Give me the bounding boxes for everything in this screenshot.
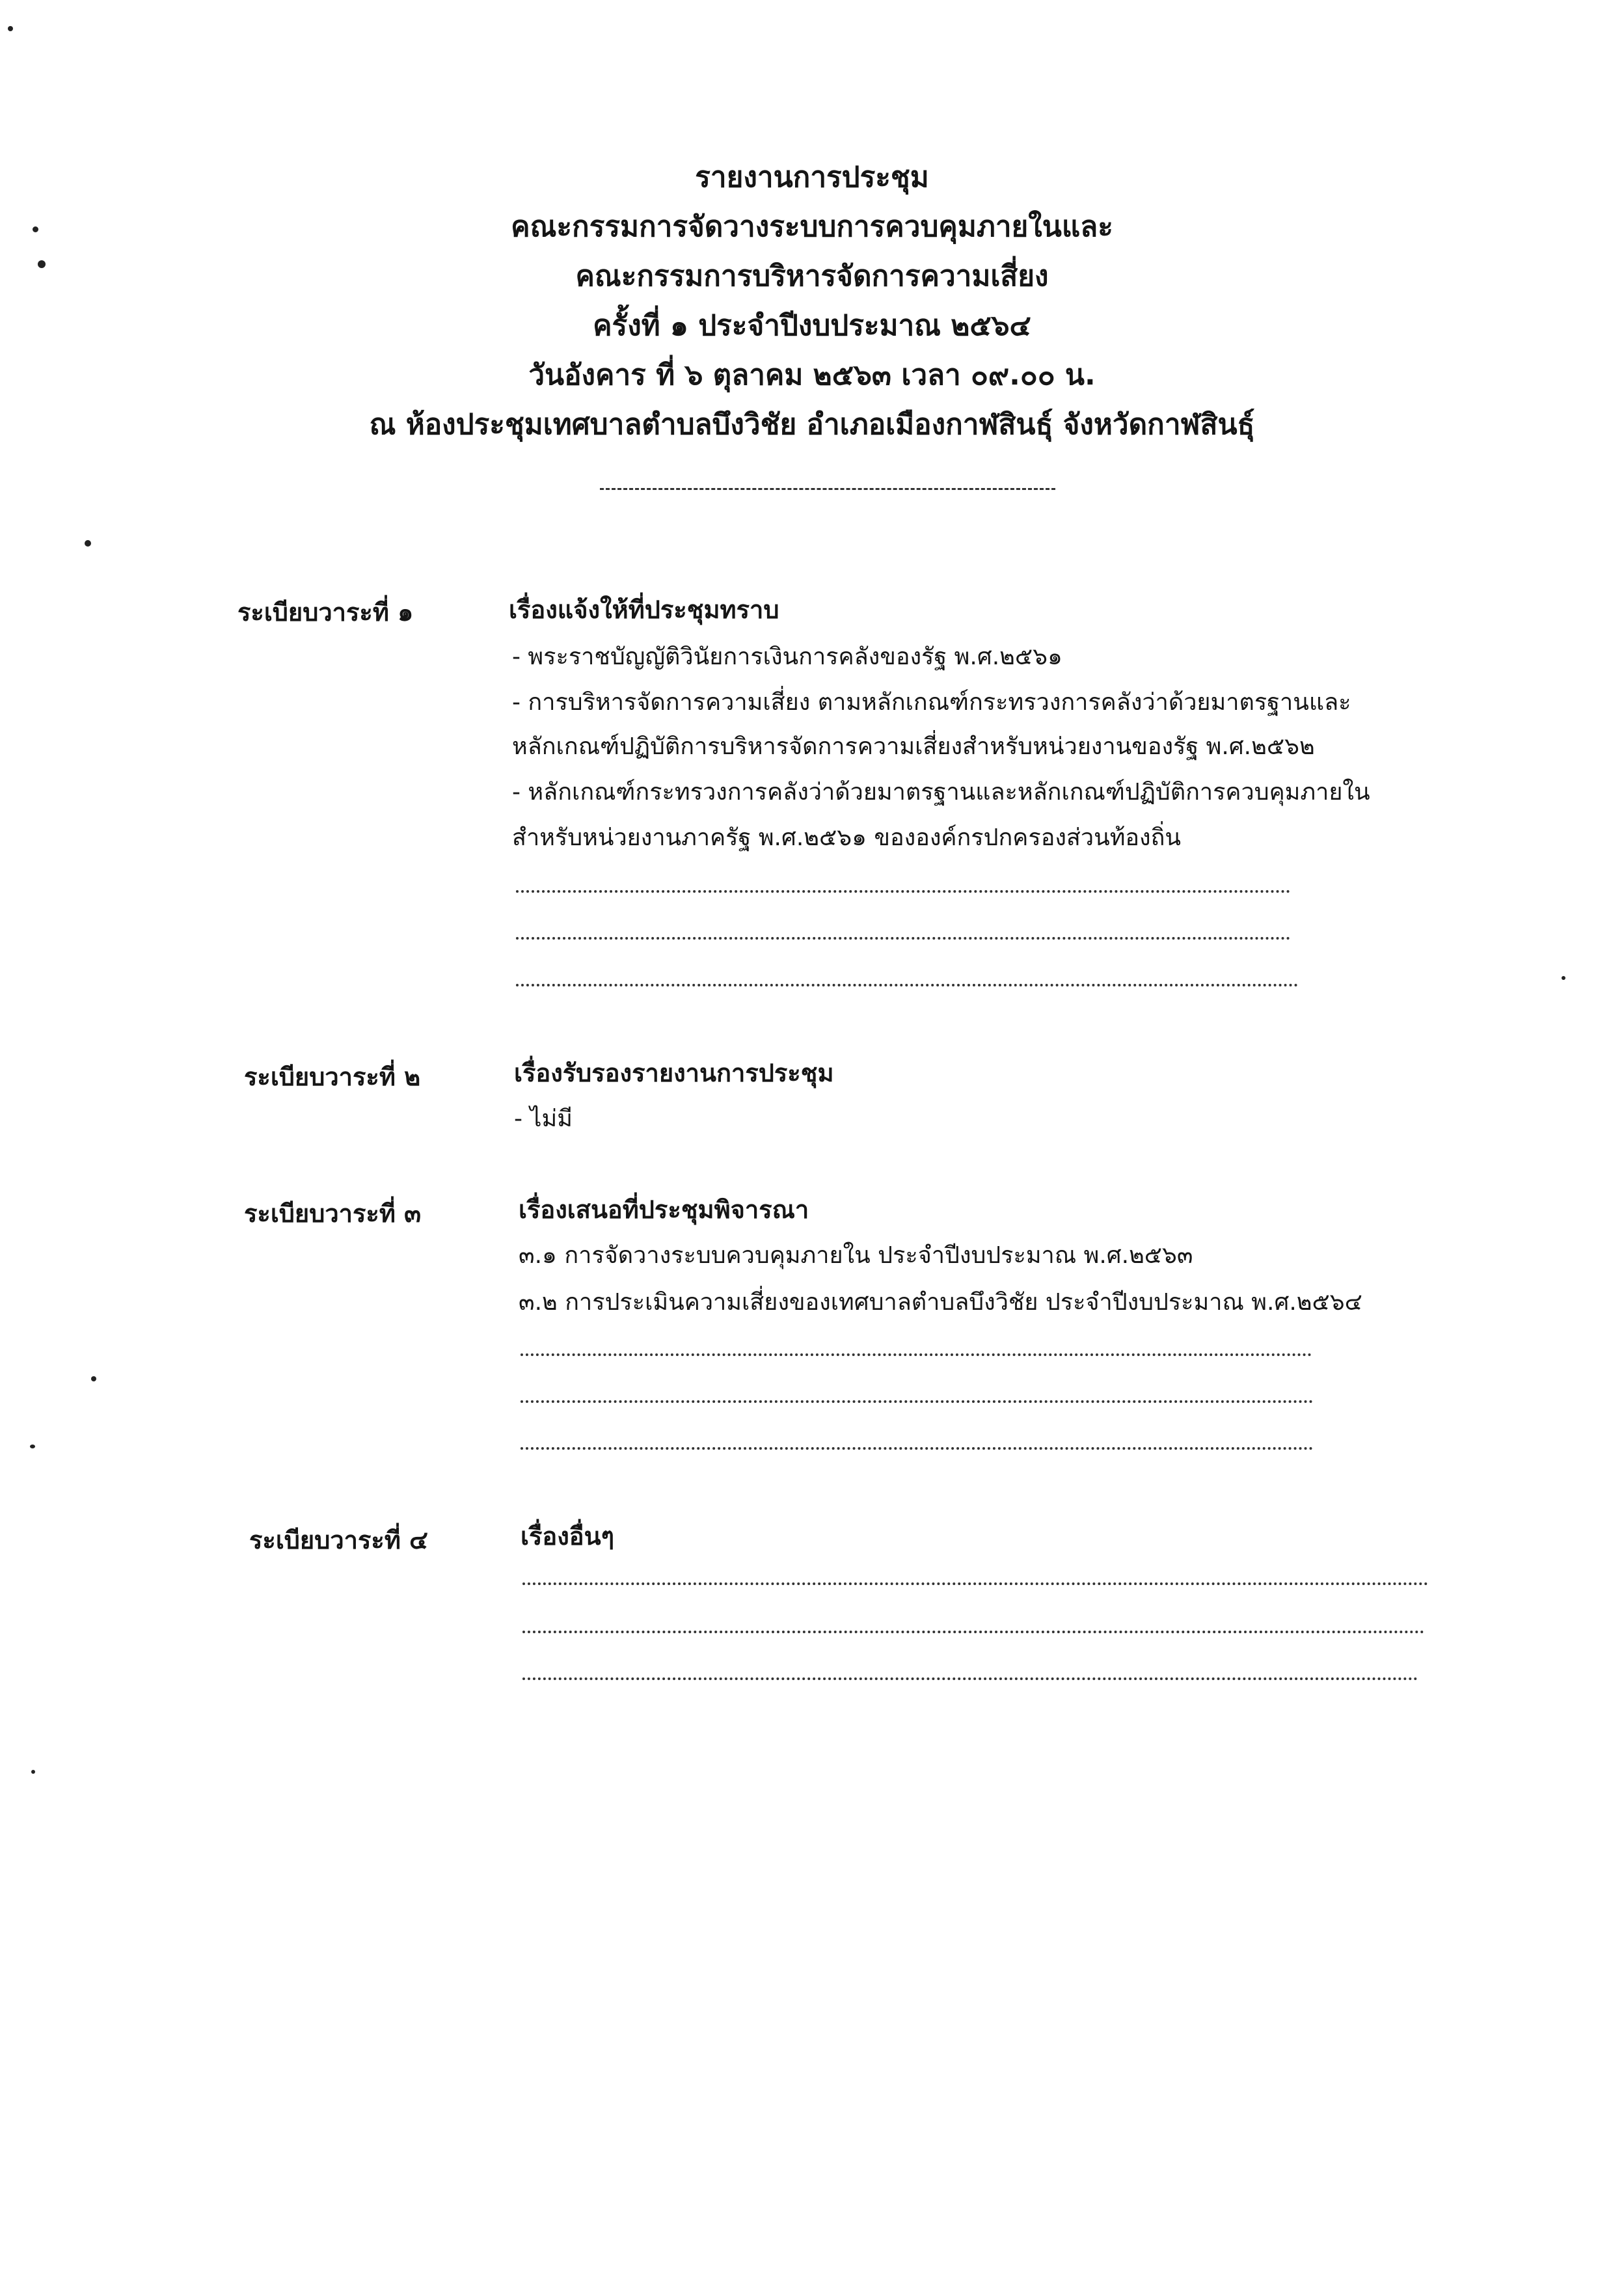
scan-speck: [1562, 976, 1565, 980]
agenda-2-title: เรื่องรับรองรายงานการประชุม: [514, 1059, 834, 1087]
agenda-1-line: หลักเกณฑ์ปฏิบัติการบริหารจัดการความเสี่ยงสำหรับหน่วยงานของรัฐ พ.ศ.๒๕๖๒: [512, 733, 1315, 760]
fill-in-line: [521, 1447, 1313, 1450]
scan-speck: [38, 260, 46, 268]
agenda-1-line: - พระราชบัญญัติวินัยการเงินการคลังของรัฐ พ.ศ.๒๕๖๑: [512, 644, 1062, 670]
fill-in-line: [522, 1677, 1418, 1680]
scan-speck: [33, 226, 38, 232]
header-title: รายงานการประชุม: [695, 161, 929, 194]
fill-in-line: [516, 890, 1290, 893]
agenda-4-label: ระเบียบวาระที่ ๔: [249, 1526, 428, 1554]
header-venue: ณ ห้องประชุมเทศบาลตำบลบึงวิชัย อำเภอเมืองกาฬสินธุ์ จังหวัดกาฬสินธุ์: [369, 408, 1255, 441]
scan-speck: [8, 26, 13, 31]
agenda-3-title: เรื่องเสนอที่ประชุมพิจารณา: [519, 1195, 809, 1224]
fill-in-line: [522, 1582, 1428, 1585]
fill-in-line: [521, 1400, 1313, 1403]
agenda-1-title: เรื่องแจ้งให้ที่ประชุมทราบ: [509, 595, 779, 624]
scan-speck: [30, 1445, 35, 1448]
fill-in-line: [516, 984, 1298, 986]
scan-speck: [85, 540, 91, 547]
scan-speck: [91, 1376, 96, 1381]
agenda-2-label: ระเบียบวาระที่ ๒: [244, 1063, 421, 1091]
scan-speck: [31, 1770, 35, 1774]
fill-in-line: [521, 1353, 1312, 1356]
agenda-4-title: เรื่องอื่นๆ: [521, 1522, 614, 1551]
agenda-1-line: - การบริหารจัดการความเสี่ยง ตามหลักเกณฑ์กระทรวงการคลังว่าด้วยมาตรฐานและ: [512, 689, 1351, 716]
agenda-3-line: ๓.๒ การประเมินความเสี่ยงของเทศบาลตำบลบึงวิชัย ประจำปีงบประมาณ พ.ศ.๒๕๖๔: [519, 1289, 1362, 1316]
fill-in-line: [522, 1631, 1424, 1633]
header-session: ครั้งที่ ๑ ประจำปีงบประมาณ ๒๕๖๔: [593, 309, 1031, 342]
fill-in-line: [516, 937, 1290, 940]
header-divider: [600, 488, 1055, 490]
agenda-3-label: ระเบียบวาระที่ ๓: [244, 1199, 422, 1228]
agenda-1-line: สำหรับหน่วยงานภาครัฐ พ.ศ.๒๕๖๑ ขององค์กรปกครองส่วนท้องถิ่น: [512, 824, 1182, 851]
document-header: [0, 153, 1624, 450]
header-committee-1: คณะกรรมการจัดวางระบบการควบคุมภายในและ: [511, 210, 1113, 243]
agenda-2-line: - ไม่มี: [514, 1106, 573, 1132]
header-committee-2: คณะกรรมการบริหารจัดการความเสี่ยง: [575, 260, 1049, 293]
agenda-1-label: ระเบียบวาระที่ ๑: [237, 598, 414, 627]
header-date: วันอังคาร ที่ ๖ ตุลาคม ๒๕๖๓ เวลา ๐๙.๐๐ น.: [528, 359, 1096, 392]
agenda-1-line: - หลักเกณฑ์กระทรวงการคลังว่าด้วยมาตรฐานและหลักเกณฑ์ปฏิบัติการควบคุมภายใน: [512, 779, 1370, 806]
agenda-3-line: ๓.๑ การจัดวางระบบควบคุมภายใน ประจำปีงบประมาณ พ.ศ.๒๕๖๓: [519, 1242, 1193, 1269]
